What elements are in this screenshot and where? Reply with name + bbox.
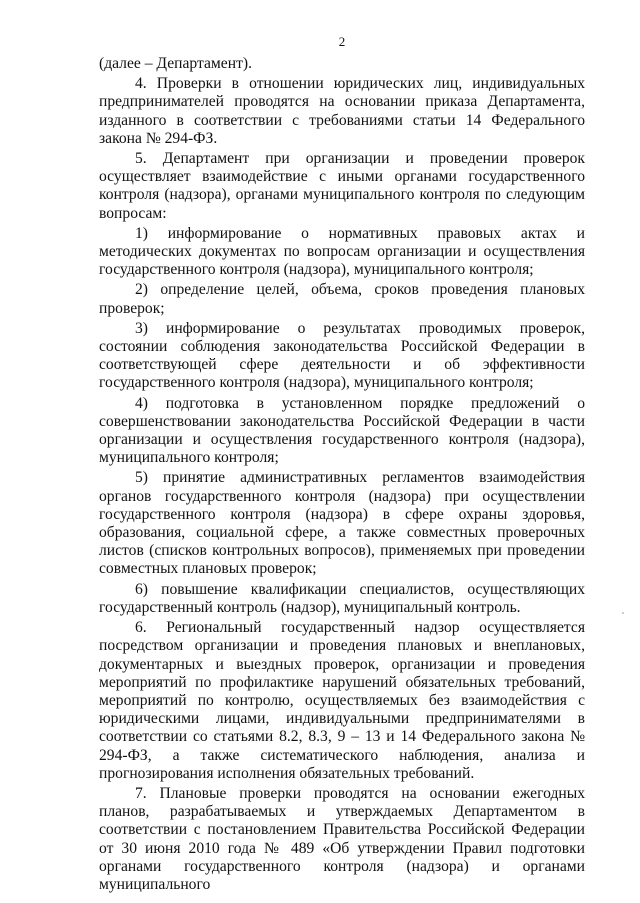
- paragraph-item-7: 7. Плановые проверки проводятся на основании ежегодных планов, разрабатываемых и утверждаемых Департаментом в соответствии с постановлением Правительства Российской Федерации от 30 июня 2010 года № 489 «Об утверждении Правил подготовки органами государственного контроля (надзора) и органами муниципального: [99, 784, 585, 893]
- paragraph-item-6: 6. Региональный государственный надзор осуществляется посредством организации и проведения плановых и внеплановых, документарных и выездных проверок, организации и проведения мероприятий по профилактике нарушений обязательных требований, мероприятий по контролю, осуществляемых без взаимодействия с юридическими лицами, индивидуальными предпринимателями в соответствии со статьями 8.2, 8.3, 9 – 13 и 14 Федерального закона № 294-ФЗ, а также систематического наблюдения, анализа и прогнозирования исполнения обязательных требований.: [99, 619, 585, 782]
- document-text: [99, 55, 585, 894]
- paragraph-item-4: 4. Проверки в отношении юридических лиц, индивидуальных предпринимателей проводятся на основании приказа Департамента, изданного в соответствии с требованиями статьи 14 Федерального закона № 294-ФЗ.: [99, 75, 585, 147]
- scan-artifact: [622, 612, 624, 614]
- subitem-4: 4) подготовка в установленном порядке предложений о совершенствовании законодательства Российской Федерации в части организации и осуществления государственного контроля (надзора), муниципального контроля;: [99, 394, 585, 467]
- subitem-5: 5) принятие административных регламентов взаимодействия органов государственного контроля (надзора) при осуществлении государственного контроля (надзора) в сфере охраны здоровья, образования, социальной сфере, а также совместных проверочных листов (списков контрольных вопросов), применяемых при проведении совместных плановых проверок;: [99, 469, 585, 578]
- subitem-2: 2) определение целей, объема, сроков проведения плановых проверок;: [99, 281, 585, 317]
- paragraph-item-5: 5. Департамент при организации и проведении проверок осуществляет взаимодействие с иными органами государственного контроля (надзора), органами муниципального контроля по следующим вопросам:: [99, 150, 585, 222]
- subitem-6: 6) повышение квалификации специалистов, осуществляющих государственный контроль (надзор), муниципальный контроль.: [99, 580, 585, 616]
- subitem-1: 1) информирование о нормативных правовых актах и методических документах по вопросам организации и осуществления государственного контроля (надзора), муниципального контроля;: [99, 224, 585, 279]
- subitem-3: 3) информирование о результатах проводимых проверок, состоянии соблюдения законодательства Российской Федерации в соответствующей сфере деятельности и об эффективности государственного контроля (надзора), муниципального контроля;: [99, 319, 585, 392]
- page-number: 2: [338, 34, 346, 49]
- paragraph-continuation: (далее – Департамент).: [99, 55, 252, 72]
